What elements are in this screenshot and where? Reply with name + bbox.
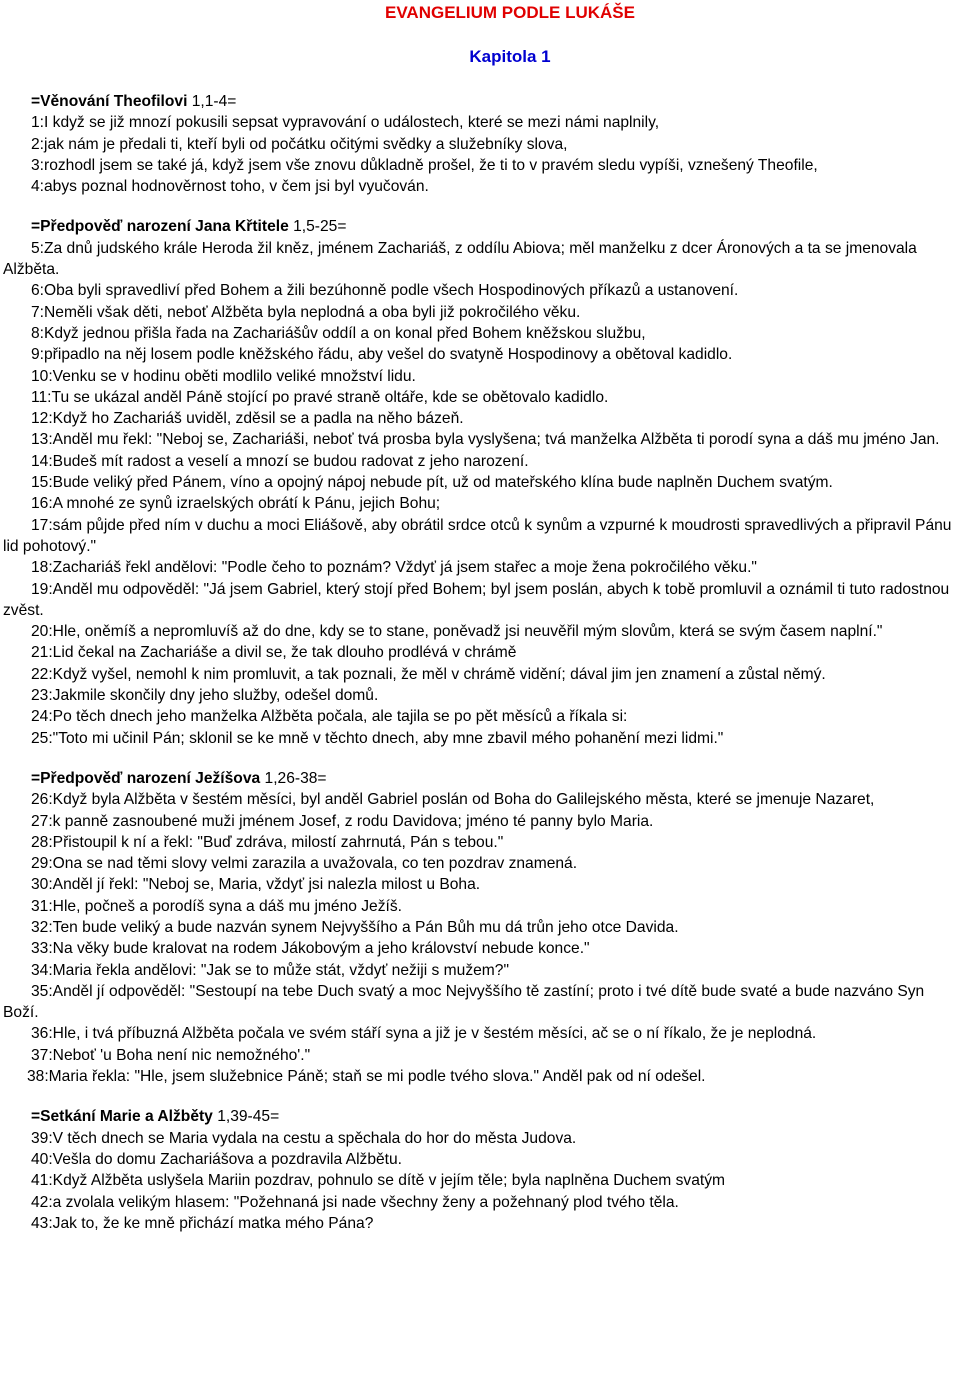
verse: 11:Tu se ukázal anděl Páně stojící po pravé straně oltáře, kde se obětovalo kadidlo. bbox=[31, 388, 609, 406]
verse: 32:Ten bude veliký a bude nazván synem Nejvyššího a Pán Bůh mu dá trůn jeho otce Davida. bbox=[31, 918, 679, 936]
verse: 41:Když Alžběta uslyšela Mariin pozdrav, pohnulo se dítě v jejím těle; byla naplněna Duchem svatým bbox=[31, 1172, 725, 1190]
verse: 38:Maria řekla: "Hle, jsem služebnice Páně; staň se mi podle tvého slova." Anděl pak od ní odešel. bbox=[27, 1068, 706, 1086]
section-reference: 1,26-38= bbox=[264, 769, 327, 787]
verse: 33:Na věky bude kralovat na rodem Jákobovým a jeho království nebude konce." bbox=[31, 940, 590, 958]
section-reference: 1,1-4= bbox=[191, 93, 237, 110]
verse: 19:Anděl mu odpověděl: "Já jsem Gabriel, který stojí před Bohem; byl jsem poslán, abych k tobě promluvil a oznámil ti tuto radostnou zvěst. bbox=[3, 580, 950, 619]
verse: 12:Když ho Zachariáš uviděl, zděsil se a padla na něho bázeň. bbox=[31, 410, 464, 428]
section-reference: 1,39-45= bbox=[217, 1108, 280, 1126]
section bbox=[3, 1106, 957, 1234]
verse: 5:Za dnů judského krále Heroda žil kněz, jménem Zachariáš, z oddílu Abiova; měl manželku z dcer Áronových a ta se jmenovala Alžběta. bbox=[3, 239, 917, 279]
verse: 6:Oba byli spravedliví před Bohem a žili bezúhonně podle všech Hospodinových příkazů a ustanovení. bbox=[31, 282, 739, 300]
verse: 29:Ona se nad těmi slovy velmi zarazila a uvažovala, co ten pozdrav znamená. bbox=[31, 855, 578, 873]
section bbox=[3, 768, 957, 1087]
verse: 21:Lid čekal na Zachariáše a divil se, že tak dlouho prodlévá v chrámě bbox=[31, 644, 517, 662]
verse: 25:"Toto mi učinil Pán; sklonil se ke mně v těchto dnech, aby mne zbavil mého pohanění mezi lidmi." bbox=[31, 729, 724, 747]
chapter-title: Kapitola 1 bbox=[469, 47, 551, 66]
verse: 26:Když byla Alžběta v šestém měsíci, byl anděl Gabriel poslán od Boha do Galilejského města, které se jmenuje Nazaret, bbox=[31, 791, 875, 809]
section-heading bbox=[3, 768, 957, 789]
verse: 39:V těch dnech se Maria vydala na cestu a spěchala do hor do města Judova. bbox=[31, 1129, 577, 1147]
verse: 2:jak nám je předali ti, kteří byli od počátku očitými svědky a služebníky slova, bbox=[31, 135, 568, 153]
verse: 31:Hle, počneš a porodíš syna a dáš mu jméno Ježíš. bbox=[31, 897, 402, 915]
verse: 34:Maria řekla andělovi: "Jak se to může stát, vždyť nežiji s mužem?" bbox=[31, 961, 509, 979]
section-heading-title: =Věnování Theofilovi bbox=[31, 93, 188, 110]
section-heading bbox=[3, 91, 957, 112]
verse: 24:Po těch dnech jeho manželka Alžběta počala, ale tajila se po pět měsíců a říkala si: bbox=[31, 708, 628, 726]
verse: 14:Budeš mít radost a veselí a mnozí se budou radovat z jeho narození. bbox=[31, 452, 529, 470]
verse: 8:Když jednou přišla řada na Zachariášův oddíl a on konal před Bohem kněžskou službu, bbox=[31, 324, 646, 342]
section-heading bbox=[3, 1106, 957, 1127]
verse: 23:Jakmile skončily dny jeho služby, odešel domů. bbox=[31, 687, 379, 705]
verse: 40:Vešla do domu Zachariášova a pozdravila Alžbětu. bbox=[31, 1150, 403, 1168]
book-title: EVANGELIUM PODLE LUKÁŠE bbox=[385, 3, 635, 22]
verse: 18:Zachariáš řekl andělovi: "Podle čeho to poznám? Vždyť já jsem stařec a moje žena pokročilého věku." bbox=[31, 559, 757, 577]
chapter-content bbox=[3, 91, 957, 1253]
verse: 17:sám půjde před ním v duchu a moci Eliášově, aby obrátil srdce otců k synům a vzpurné k moudrosti spravedlivých a připravil Pánu lid pohotový." bbox=[3, 516, 952, 555]
verse: 3:rozhodl jsem se také já, když jsem vše znovu důkladně prošel, že ti to v pravém sledu vypíši, vznešený Theofile, bbox=[31, 156, 818, 174]
verse: 20:Hle, oněmíš a nepromluvíš až do dne, kdy se to stane, poněvadž jsi neuvěřil mým slovům, která se svým časem naplní." bbox=[31, 623, 883, 641]
verse: 7:Neměli však děti, neboť Alžběta byla neplodná a oba byli již pokročilého věku. bbox=[31, 303, 581, 321]
verse: 43:Jak to, že ke mně přichází matka mého Pána? bbox=[31, 1214, 374, 1232]
section bbox=[3, 216, 957, 748]
verse: 27:k panně zasnoubené muži jménem Josef, z rodu Davidova; jméno té panny bylo Maria. bbox=[31, 812, 654, 830]
section-heading-title: =Setkání Marie a Alžběty bbox=[31, 1108, 213, 1126]
verse: 4:abys poznal hodnověrnost toho, v čem jsi byl vyučován. bbox=[31, 178, 429, 196]
verse: 28:Přistoupil k ní a řekl: "Buď zdráva, milostí zahrnutá, Pán s tebou." bbox=[31, 833, 504, 851]
section-heading bbox=[3, 216, 957, 237]
section bbox=[3, 91, 957, 197]
verse: 35:Anděl jí odpověděl: "Sestoupí na tebe Duch svatý a moc Nejvyššího tě zastíní; proto i tvé dítě bude svaté a bude nazváno Syn Boží. bbox=[3, 982, 925, 1022]
section-reference: 1,5-25= bbox=[293, 218, 347, 236]
verse: 1:I když se již mnozí pokusili sepsat vypravování o událostech, které se mezi námi naplnily, bbox=[31, 114, 660, 132]
section-heading-title: =Předpověď narození Ježíšova bbox=[31, 769, 261, 787]
verse: 9:připadlo na něj losem podle kněžského řádu, aby vešel do svatyně Hospodinovy a obětoval kadidlo. bbox=[31, 346, 733, 364]
verse: 42:a zvolala velikým hlasem: "Požehnaná jsi nade všechny ženy a požehnaný plod tvého těla. bbox=[31, 1193, 679, 1211]
verse: 10:Venku se v hodinu oběti modlilo veliké množství lidu. bbox=[31, 367, 416, 385]
verse: 13:Anděl mu řekl: "Neboj se, Zachariáši, neboť tvá prosba byla vyslyšena; tvá manželka Alžběta ti porodí syna a dáš mu jméno Jan. bbox=[31, 431, 940, 449]
verse: 15:Bude veliký před Pánem, víno a opojný nápoj nebude pít, už od mateřského klína bude naplněn Duchem svatým. bbox=[31, 474, 833, 492]
verse: 22:Když vyšel, nemohl k nim promluvit, a tak poznali, že měl v chrámě vidění; dával jim jen znamení a zůstal němý. bbox=[31, 665, 826, 683]
verse: 37:Neboť 'u Boha není nic nemožného'." bbox=[31, 1046, 311, 1064]
verse: 16:A mnohé ze synů izraelských obrátí k Pánu, jejich Bohu; bbox=[31, 495, 441, 513]
verse: 30:Anděl jí řekl: "Neboj se, Maria, vždyť jsi nalezla milost u Boha. bbox=[31, 876, 481, 894]
section-heading-title: =Předpověď narození Jana Křtitele bbox=[31, 218, 289, 236]
verse: 36:Hle, i tvá příbuzná Alžběta počala ve svém stáří syna a již je v šestém měsíci, ač se o ní říkalo, že je neplodná. bbox=[31, 1025, 817, 1043]
